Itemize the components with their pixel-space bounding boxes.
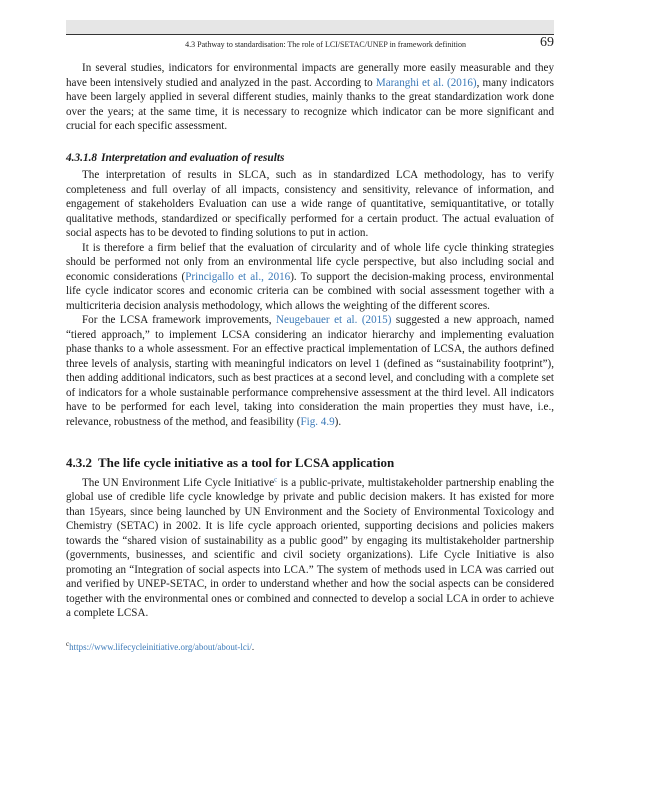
paragraph-4 bbox=[66, 313, 554, 429]
paragraph-text: In several studies, indicators for environmental impacts are generally more easily measurable and they have been intensively studied and analyzed in the past. According to bbox=[66, 62, 554, 89]
page-number: 69 bbox=[540, 35, 554, 50]
paragraph-text: ). To support the decision-making process, environmental life cycle indicator scores and economic criteria can be combined with social assessment together with a multicriteria decision analysis methodology, which allows the weighting of the different scores. bbox=[66, 270, 555, 312]
paragraph-2: The interpretation of results in SLCA, such as in standardized LCA methodology, has to verify completeness and full overlay of all impacts, consistency and sensitivity, relevance of information, and engagement of stakeholders Evaluation can use a wide range of quantitative, semiquantitative, or totally qualitative methods, standardized or specifically performed for a certain product. The actual evaluation of social aspects has to be devoted to finding solutions to put in action. bbox=[66, 169, 554, 239]
paragraph-1 bbox=[66, 61, 554, 134]
citation-link-princigallo[interactable]: Princigallo et al., 2016 bbox=[185, 270, 291, 283]
footnote-url-link[interactable]: https://www.lifecycleinitiative.org/about/about-lci/ bbox=[69, 641, 252, 652]
paragraph-text: For the LCSA framework improvements, bbox=[82, 314, 277, 326]
paragraph-text: It is therefore a firm belief that the evaluation of circularity and of whole life cycle thinking strategies should be performed not only from an environmental life cycle perspective, but also including social and economic considerations ( bbox=[66, 241, 554, 283]
citation-link-maranghi[interactable]: Maranghi et al. (2016) bbox=[375, 76, 477, 89]
paragraph-text: is a public-private, multistakeholder partnership enabling the global use of credible life cycle knowledge by private and public decision makers. It has existed for more than 15years, since being launched by UN Environment and the Society of Environmental Toxicology and Chemistry (SETAC) in 2002. It is life cycle approach oriented, supporting decisions and policies makers towards the “shared vision of sustainability as a public good” by engaging its multistakeholder partnership (governments, businesses, and scientific and civil society organizations). Life Cycle Initiative is also promoting an “Integration of social aspects into LCA.” The system of methods used in LCA was carried out and verified by UNEP-SETAC, in order to understand whether and how the social aspects can be considered together with the environmental ones or combined and connected to develop a social LCA in order to achieve a complete LCSA. bbox=[66, 476, 554, 619]
section-number: 4.3.2 bbox=[66, 455, 92, 470]
paragraph-text: suggested a new approach, named “tiered approach,” to implement LCSA considering an indicator hierarchy and implementing evaluation phase thanks to a whole assessment. For an effective practical implementation of LCSA, the authors defined three levels of analysis, starting with meaningful indicators on level 1 (defined as “sustainability footprint”), then adding additional indicators, such as best practices at a second level, and concluding with a complete set of indicators for a whole sustainable performance comprehensive assessment at the third level. All indicators have to be performed for each level, taking into consideration the main properties they must have, i.e., relevance, robustness of the method, and feasibility ( bbox=[66, 314, 555, 428]
citation-link-neugebauer[interactable]: Neugebauer et al. (2015) bbox=[276, 314, 392, 326]
paragraph-text: The UN Environment Life Cycle Initiative bbox=[82, 476, 275, 489]
footnote bbox=[66, 641, 554, 653]
footnote-trail: . bbox=[251, 641, 255, 652]
subsection-title: Interpretation and evaluation of results bbox=[101, 151, 285, 164]
header-band bbox=[66, 20, 554, 34]
subsection-number: 4.3.1.8 bbox=[66, 151, 98, 164]
paragraph-3 bbox=[66, 241, 554, 314]
section-title: The life cycle initiative as a tool for LCSA application bbox=[98, 455, 395, 470]
header-rule bbox=[66, 34, 554, 35]
paragraph-text: ). bbox=[334, 415, 342, 428]
page-body bbox=[66, 61, 554, 653]
footnote-marker[interactable]: c bbox=[274, 474, 278, 483]
footnote-label: c bbox=[66, 639, 70, 648]
paragraph-5 bbox=[66, 476, 554, 621]
section-heading bbox=[66, 456, 554, 471]
running-head: 4.3 Pathway to standardisation: The role of LCI/SETAC/UNEP in framework definition bbox=[185, 40, 466, 49]
figure-link[interactable]: Fig. 4.9 bbox=[300, 415, 335, 428]
subsection-heading bbox=[66, 151, 554, 166]
paragraph-text: , many indicators have been largely applied in several different studies, mainly thanks to the great standardization work done over the years; at the same time, it is necessary to recognize which indicator can be more significant and crucial for each specific assessment. bbox=[66, 76, 554, 132]
